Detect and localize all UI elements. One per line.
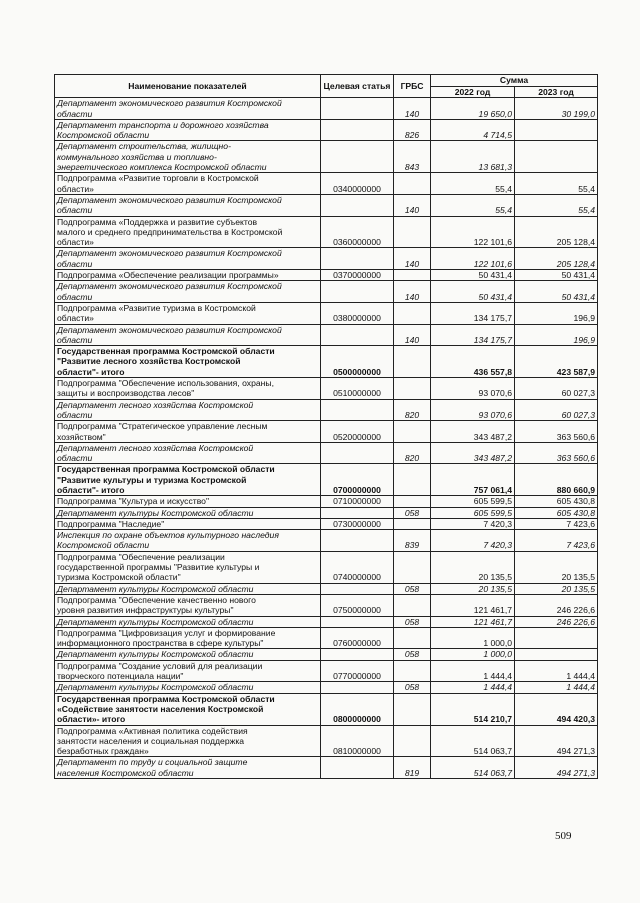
table-row [55,725,598,757]
row-name-cell: Департамент транспорта и дорожного хозяйства Костромской области [55,119,321,141]
row-code-cell [321,194,394,216]
table-row [55,281,598,303]
table-row [55,346,598,378]
row-2022-cell: 514 063,7 [431,725,515,757]
row-2022-cell: 50 431,4 [431,281,515,303]
row-2022-cell: 55,4 [431,194,515,216]
row-name-cell: Подпрограмма "Создание условий для реализации творческого потенциала нации" [55,660,321,682]
row-2023-cell [515,649,598,660]
row-grbs-cell: 843 [394,141,431,173]
row-2022-cell: 122 101,6 [431,248,515,270]
row-2023-cell: 494 271,3 [515,757,598,779]
row-code-cell: 0770000000 [321,660,394,682]
row-name-cell: Департамент культуры Костромской области [55,507,321,518]
row-2022-cell: 1 444,4 [431,660,515,682]
row-2022-cell: 93 070,6 [431,399,515,421]
row-name-cell: Подпрограмма «Поддержка и развитие субъектов малого и среднего предпринимательства в Костромской области» [55,216,321,248]
row-grbs-cell: 140 [394,324,431,346]
row-2022-cell: 514 063,7 [431,757,515,779]
table-row [55,693,598,725]
table-row [55,421,598,443]
row-code-cell [321,442,394,464]
row-grbs-cell [394,464,431,496]
row-2023-cell: 205 128,4 [515,216,598,248]
row-grbs-cell: 140 [394,248,431,270]
row-2023-cell: 494 420,3 [515,693,598,725]
row-2022-cell: 605 599,5 [431,507,515,518]
row-name-cell: Подпрограмма «Активная политика содействия занятости населения и социальная поддержка безработных граждан» [55,725,321,757]
row-name-cell: Подпрограмма "Обеспечение реализации государственной программы "Развитие культуры и туризма Костромской области" [55,551,321,583]
row-name-cell: Инспекция по охране объектов культурного наследия Костромской области [55,530,321,552]
table-row [55,682,598,693]
table-row [55,649,598,660]
row-code-cell: 0370000000 [321,270,394,281]
row-2023-cell: 605 430,8 [515,496,598,507]
row-code-cell: 0700000000 [321,464,394,496]
row-2023-cell: 423 587,9 [515,346,598,378]
table-row [55,616,598,627]
row-code-cell: 0520000000 [321,421,394,443]
row-2022-cell: 134 175,7 [431,324,515,346]
row-code-cell [321,281,394,303]
header-sum: Сумма [431,75,598,87]
row-name-cell: Государственная программа Костромской области "Развитие лесного хозяйства Костромской области"- итого [55,346,321,378]
header-code: Целевая статья [321,75,394,98]
row-grbs-cell [394,302,431,324]
row-code-cell [321,583,394,594]
row-2023-cell: 494 271,3 [515,725,598,757]
row-2022-cell: 19 650,0 [431,98,515,120]
row-grbs-cell [394,270,431,281]
row-code-cell [321,649,394,660]
row-2023-cell: 205 128,4 [515,248,598,270]
row-name-cell: Подпрограмма «Развитие туризма в Костромской области» [55,302,321,324]
row-2023-cell: 363 560,6 [515,442,598,464]
row-name-cell: Государственная программа Костромской области «Содействие занятости населения Костромской области»- итого [55,693,321,725]
row-grbs-cell: 839 [394,530,431,552]
row-code-cell: 0800000000 [321,693,394,725]
row-grbs-cell: 058 [394,507,431,518]
row-code-cell: 0710000000 [321,496,394,507]
row-name-cell: Департамент экономического развития Костромской области [55,324,321,346]
row-name-cell: Департамент культуры Костромской области [55,616,321,627]
row-name-cell: Подпрограмма "Цифровизация услуг и формирование информационного пространства в сфере культуры" [55,627,321,649]
row-name-cell: Департамент культуры Костромской области [55,649,321,660]
row-grbs-cell [394,594,431,616]
row-2023-cell: 60 027,3 [515,399,598,421]
row-code-cell [321,682,394,693]
row-2023-cell [515,627,598,649]
row-code-cell: 0730000000 [321,518,394,529]
row-name-cell: Департамент строительства, жилищно- коммунального хозяйства и топливно- энергетического комплекса Костромской области [55,141,321,173]
table-row [55,270,598,281]
row-2022-cell: 605 599,5 [431,496,515,507]
row-code-cell [321,757,394,779]
table-row [55,757,598,779]
row-grbs-cell: 820 [394,399,431,421]
row-grbs-cell [394,346,431,378]
row-name-cell: Государственная программа Костромской области "Развитие культуры и туризма Костромской области"- итого [55,464,321,496]
row-2023-cell: 7 423,6 [515,530,598,552]
row-2022-cell: 121 461,7 [431,616,515,627]
row-2022-cell: 514 210,7 [431,693,515,725]
table-row [55,98,598,120]
row-2022-cell: 343 487,2 [431,442,515,464]
row-grbs-cell: 819 [394,757,431,779]
table-row [55,507,598,518]
header-year-2022: 2022 год [431,87,515,98]
row-2022-cell: 757 061,4 [431,464,515,496]
row-2023-cell: 196,9 [515,302,598,324]
table-row [55,324,598,346]
row-grbs-cell [394,421,431,443]
header-year-2023: 2023 год [515,87,598,98]
row-2023-cell: 246 226,6 [515,616,598,627]
row-2022-cell: 4 714,5 [431,119,515,141]
page-number: 509 [555,830,572,842]
row-grbs-cell: 058 [394,583,431,594]
row-name-cell: Департамент лесного хозяйства Костромской области [55,442,321,464]
row-name-cell: Подпрограмма «Развитие торговли в Костромской области» [55,173,321,195]
table-row [55,530,598,552]
row-code-cell [321,119,394,141]
row-name-cell: Департамент экономического развития Костромской области [55,281,321,303]
row-grbs-cell: 140 [394,98,431,120]
row-code-cell: 0510000000 [321,378,394,400]
row-grbs-cell [394,551,431,583]
row-code-cell [321,141,394,173]
row-grbs-cell [394,173,431,195]
row-code-cell [321,248,394,270]
row-2022-cell: 122 101,6 [431,216,515,248]
row-code-cell: 0760000000 [321,627,394,649]
row-name-cell: Департамент лесного хозяйства Костромской области [55,399,321,421]
row-grbs-cell: 826 [394,119,431,141]
table-row [55,594,598,616]
row-code-cell: 0740000000 [321,551,394,583]
budget-table [54,74,598,779]
row-grbs-cell [394,496,431,507]
row-2023-cell: 880 660,9 [515,464,598,496]
row-2022-cell: 50 431,4 [431,270,515,281]
row-name-cell: Департамент культуры Костромской области [55,682,321,693]
row-grbs-cell: 140 [394,281,431,303]
table-row [55,551,598,583]
row-code-cell [321,324,394,346]
row-grbs-cell [394,660,431,682]
row-2023-cell: 20 135,5 [515,583,598,594]
row-2022-cell: 20 135,5 [431,583,515,594]
table-row [55,248,598,270]
row-2023-cell: 1 444,4 [515,682,598,693]
table-row [55,518,598,529]
row-name-cell: Подпрограмма «Обеспечение реализации программы» [55,270,321,281]
row-code-cell [321,98,394,120]
row-code-cell: 0750000000 [321,594,394,616]
row-name-cell: Подпрограмма "Культура и искусство" [55,496,321,507]
row-grbs-cell [394,216,431,248]
row-2023-cell: 196,9 [515,324,598,346]
row-2023-cell [515,119,598,141]
row-code-cell: 0360000000 [321,216,394,248]
row-code-cell [321,507,394,518]
row-grbs-cell: 058 [394,649,431,660]
row-name-cell: Департамент культуры Костромской области [55,583,321,594]
table-row [55,627,598,649]
row-name-cell: Департамент по труду и социальной защите населения Костромской области [55,757,321,779]
table-row [55,660,598,682]
row-2022-cell: 1 000,0 [431,649,515,660]
row-2023-cell: 30 199,0 [515,98,598,120]
row-grbs-cell: 058 [394,616,431,627]
table-row [55,216,598,248]
row-2023-cell: 7 423,6 [515,518,598,529]
row-grbs-cell [394,518,431,529]
row-2023-cell: 55,4 [515,173,598,195]
row-2023-cell: 60 027,3 [515,378,598,400]
row-name-cell: Департамент экономического развития Костромской области [55,98,321,120]
row-grbs-cell [394,378,431,400]
row-grbs-cell: 140 [394,194,431,216]
row-2022-cell: 121 461,7 [431,594,515,616]
table-row [55,173,598,195]
row-code-cell [321,399,394,421]
table-row [55,378,598,400]
row-grbs-cell: 820 [394,442,431,464]
row-name-cell: Департамент экономического развития Костромской области [55,248,321,270]
row-2023-cell: 50 431,4 [515,281,598,303]
table-row [55,399,598,421]
row-2022-cell: 20 135,5 [431,551,515,583]
row-name-cell: Подпрограмма "Наследие" [55,518,321,529]
row-2022-cell: 436 557,8 [431,346,515,378]
table-row [55,194,598,216]
table-row [55,496,598,507]
header-grbs: ГРБС [394,75,431,98]
header-name: Наименование показателей [55,75,321,98]
row-2023-cell [515,141,598,173]
row-2023-cell: 1 444,4 [515,660,598,682]
row-grbs-cell [394,693,431,725]
row-2022-cell: 1 444,4 [431,682,515,693]
row-2022-cell: 1 000,0 [431,627,515,649]
row-2023-cell: 246 226,6 [515,594,598,616]
table-row [55,464,598,496]
row-2023-cell: 605 430,8 [515,507,598,518]
table-body [55,98,598,779]
row-code-cell: 0500000000 [321,346,394,378]
row-2022-cell: 93 070,6 [431,378,515,400]
table-row [55,442,598,464]
table-row [55,119,598,141]
row-2022-cell: 13 681,3 [431,141,515,173]
row-2023-cell: 50 431,4 [515,270,598,281]
row-grbs-cell: 058 [394,682,431,693]
row-name-cell: Подпрограмма "Обеспечение качественно нового уровня развития инфраструктуры культуры" [55,594,321,616]
table-row [55,583,598,594]
row-grbs-cell [394,725,431,757]
row-2023-cell: 363 560,6 [515,421,598,443]
row-code-cell [321,530,394,552]
row-name-cell: Подпрограмма "Обеспечение использования, охраны, защиты и воспроизводства лесов" [55,378,321,400]
row-code-cell: 0810000000 [321,725,394,757]
row-2022-cell: 7 420,3 [431,530,515,552]
row-code-cell: 0340000000 [321,173,394,195]
row-2022-cell: 55,4 [431,173,515,195]
row-2023-cell: 55,4 [515,194,598,216]
row-2023-cell: 20 135,5 [515,551,598,583]
table-row [55,302,598,324]
row-name-cell: Департамент экономического развития Костромской области [55,194,321,216]
row-code-cell [321,616,394,627]
row-2022-cell: 134 175,7 [431,302,515,324]
row-2022-cell: 343 487,2 [431,421,515,443]
row-grbs-cell [394,627,431,649]
row-name-cell: Подпрограмма "Стратегическое управление лесным хозяйством" [55,421,321,443]
row-2022-cell: 7 420,3 [431,518,515,529]
row-code-cell: 0380000000 [321,302,394,324]
table-row [55,141,598,173]
